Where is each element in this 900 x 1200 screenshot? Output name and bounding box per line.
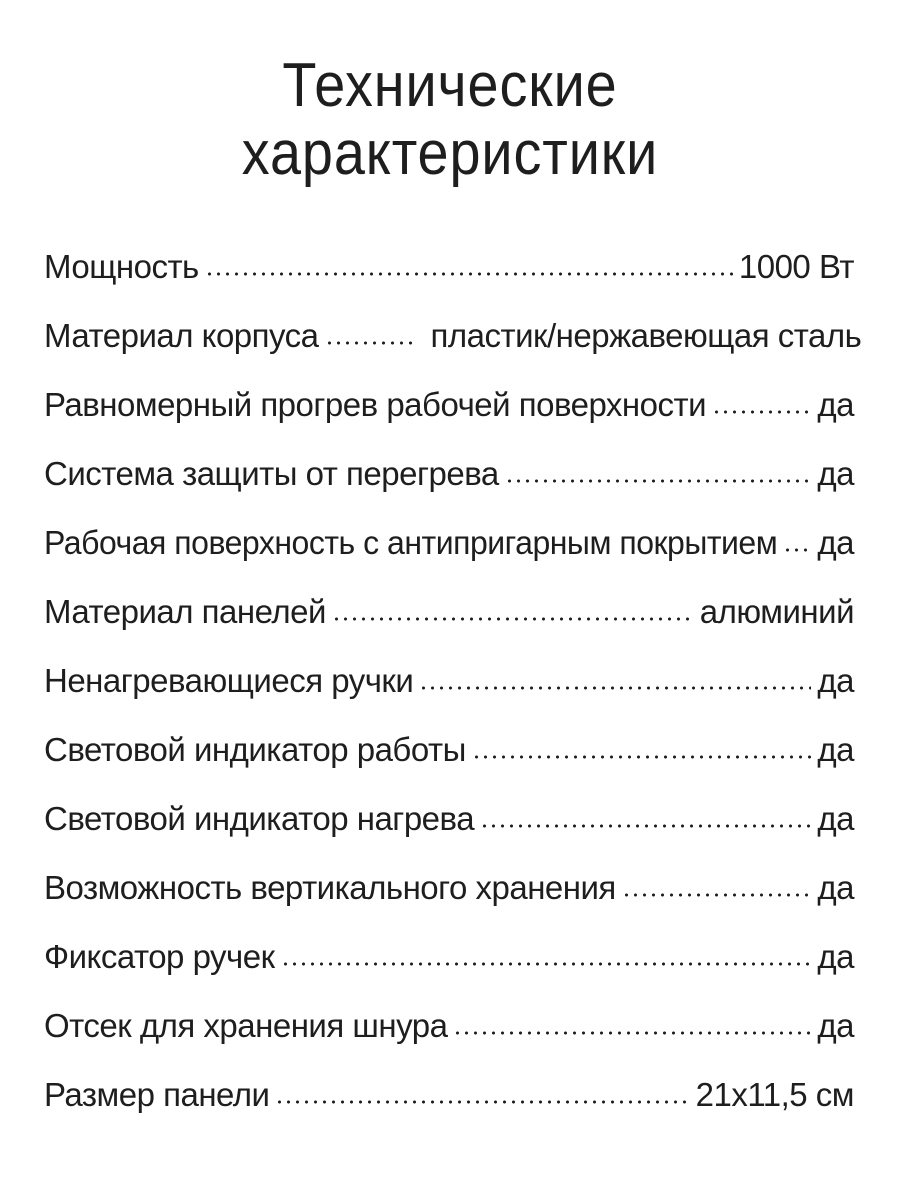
spec-name: Система защиты от перегрева [44,455,499,492]
spec-row-body-material [44,301,862,370]
spec-value: да [817,455,854,492]
spec-value: да [817,731,854,768]
spec-name: Равномерный прогрев рабочей поверхности [44,386,707,423]
page-title-line-1: Технические [282,51,618,120]
dot-leader [472,755,812,759]
spec-row-panel-material [44,577,854,646]
dot-leader [419,686,811,690]
spec-name: Отсек для хранения шнура [44,1007,448,1044]
spec-row-cool-handles [44,646,854,715]
spec-value: да [817,524,854,561]
dot-leader [205,272,733,276]
spec-name: Материал панелей [44,593,326,630]
page-title-line-2: характеристики [241,119,659,188]
page-title [0,52,900,188]
dot-leader [281,962,812,966]
dot-leader [325,341,413,345]
spec-row-cord-storage [44,991,854,1060]
spec-name: Размер панели [44,1076,270,1113]
spec-name: Фиксатор ручек [44,938,275,975]
spec-name: Рабочая поверхность с антипригарным покрытием [44,524,778,561]
spec-value: да [817,869,854,906]
spec-list [44,232,862,1129]
spec-value: да [817,662,854,699]
spec-name: Возможность вертикального хранения [44,869,616,906]
spec-row-power-indicator [44,715,854,784]
spec-value: да [817,386,854,423]
dot-leader [622,893,812,897]
dot-leader [712,410,811,414]
spec-row-handle-lock [44,922,854,991]
spec-value: 21x11,5 см [695,1076,854,1113]
spec-value: алюминий [699,593,854,630]
spec-value: пластик/нержавеющая сталь [430,317,862,354]
spec-value: да [817,800,854,837]
spec-name: Световой индикатор работы [44,731,466,768]
spec-row-power [44,232,854,301]
dot-leader [332,617,694,621]
spec-value: да [817,938,854,975]
spec-name: Материал корпуса [44,317,319,354]
dot-leader [480,824,811,828]
spec-row-heat-indicator [44,784,854,853]
spec-row-nonstick-surface [44,508,854,577]
spec-row-panel-size [44,1060,854,1129]
spec-row-even-heating [44,370,854,439]
spec-name: Ненагревающиеся ручки [44,662,414,699]
spec-value: да [817,1007,854,1044]
dot-leader [783,548,811,552]
dot-leader [505,479,812,483]
dot-leader [453,1031,811,1035]
spec-row-overheat-protection [44,439,854,508]
spec-row-vertical-storage [44,853,854,922]
spec-name: Мощность [44,248,199,285]
dot-leader [275,1100,689,1104]
spec-name: Световой индикатор нагрева [44,800,475,837]
spec-value: 1000 Вт [738,248,854,285]
